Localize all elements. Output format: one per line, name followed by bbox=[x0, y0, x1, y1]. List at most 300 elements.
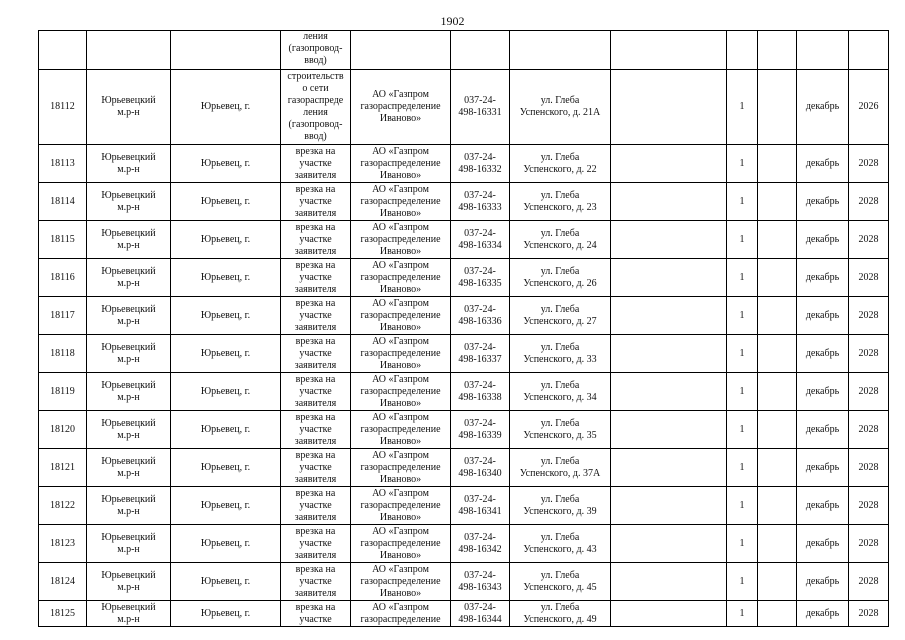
cell-district bbox=[87, 563, 171, 601]
cell-address-text: ул. Глеба Успенского, д. 33 bbox=[523, 341, 597, 365]
cell-month bbox=[797, 183, 849, 221]
table-row bbox=[39, 183, 889, 221]
cell-gap-a bbox=[679, 31, 727, 70]
cell-year bbox=[849, 373, 889, 411]
cell-org-text: АО «Газпром газораспределение Иваново» bbox=[360, 221, 441, 257]
cell-org bbox=[351, 221, 451, 259]
cell-town bbox=[171, 449, 281, 487]
cell-q bbox=[727, 259, 758, 297]
cell-town bbox=[171, 335, 281, 373]
cell-address bbox=[510, 373, 611, 411]
table-row bbox=[39, 221, 889, 259]
cell-work-text: врезка на участке заявителя bbox=[294, 563, 337, 599]
cell-work-text: врезка на участке заявителя bbox=[294, 145, 337, 181]
cell-app-text: 037-24- 498-16331 bbox=[458, 95, 502, 118]
cell-gap-a bbox=[679, 259, 727, 297]
cell-gap-a bbox=[679, 221, 727, 259]
cell-blank-b bbox=[758, 601, 797, 627]
cell-work bbox=[281, 259, 351, 297]
cell-app bbox=[451, 183, 510, 221]
cell-month bbox=[797, 373, 849, 411]
cell-town bbox=[171, 259, 281, 297]
cell-org-text: АО «Газпром газораспределение Иваново» bbox=[360, 259, 441, 295]
cell-q-text: 1 bbox=[739, 233, 745, 245]
cell-year bbox=[849, 525, 889, 563]
cell-month-text: декабрь bbox=[805, 607, 840, 619]
cell-work-text: ления (газопровод- ввод) bbox=[288, 31, 343, 66]
cell-work bbox=[281, 601, 351, 627]
table-row bbox=[39, 297, 889, 335]
cell-district bbox=[87, 449, 171, 487]
cell-district-text: Юрьевецкий м.р-н bbox=[101, 341, 156, 365]
cell-year bbox=[849, 411, 889, 449]
cell-blank-b bbox=[758, 525, 797, 563]
cell-town bbox=[171, 373, 281, 411]
cell-blank-b bbox=[758, 259, 797, 297]
table-row bbox=[39, 259, 889, 297]
cell-address-text: ул. Глеба Успенского, д. 37А bbox=[519, 455, 601, 479]
cell-month bbox=[797, 449, 849, 487]
cell-year bbox=[849, 487, 889, 525]
cell-town-text: Юрьевец, г. bbox=[200, 423, 251, 435]
cell-org bbox=[351, 31, 451, 70]
cell-work-text: врезка на участке заявителя bbox=[294, 221, 337, 257]
cell-app bbox=[451, 70, 510, 145]
cell-district bbox=[87, 335, 171, 373]
cell-town bbox=[171, 411, 281, 449]
table-row-continued bbox=[39, 31, 889, 70]
cell-q-text: 1 bbox=[739, 537, 745, 549]
cell-year-text: 2028 bbox=[858, 385, 879, 397]
cell-app bbox=[451, 411, 510, 449]
cell-work bbox=[281, 563, 351, 601]
cell-district bbox=[87, 221, 171, 259]
cell-town bbox=[171, 183, 281, 221]
cell-blank-b bbox=[758, 221, 797, 259]
cell-town-text: Юрьевец, г. bbox=[200, 347, 251, 359]
cell-work bbox=[281, 31, 351, 70]
cell-num-text: 18123 bbox=[50, 537, 75, 549]
cell-month-text: декабрь bbox=[805, 195, 840, 207]
cell-app bbox=[451, 487, 510, 525]
cell-num-text: 18113 bbox=[50, 157, 75, 169]
cell-app-text: 037-24- 498-16336 bbox=[458, 303, 502, 327]
cell-blank-a bbox=[611, 563, 679, 601]
cell-app bbox=[451, 31, 510, 70]
cell-address bbox=[510, 449, 611, 487]
cell-district-text: Юрьевецкий м.р-н bbox=[101, 95, 156, 118]
cell-num bbox=[39, 297, 87, 335]
cell-org-text: АО «Газпром газораспределение Иваново» bbox=[360, 373, 441, 409]
cell-district bbox=[87, 183, 171, 221]
cell-town bbox=[171, 31, 281, 70]
cell-blank-a bbox=[611, 449, 679, 487]
cell-blank-a bbox=[611, 487, 679, 525]
cell-town-text: Юрьевец, г. bbox=[200, 385, 251, 397]
cell-month bbox=[797, 487, 849, 525]
cell-address bbox=[510, 145, 611, 183]
cell-month-text: декабрь bbox=[805, 309, 840, 321]
cell-town-text: Юрьевец, г. bbox=[200, 271, 251, 283]
cell-app-text: 037-24- 498-16343 bbox=[458, 569, 502, 593]
cell-blank-a bbox=[611, 31, 679, 70]
cell-org-text: АО «Газпром газораспределение Иваново» bbox=[360, 335, 441, 371]
cell-org-text: АО «Газпром газораспределение Иваново» bbox=[360, 449, 441, 485]
cell-district bbox=[87, 411, 171, 449]
cell-q bbox=[727, 31, 758, 70]
cell-org-text: АО «Газпром газораспределение Иваново» bbox=[360, 487, 441, 523]
cell-num bbox=[39, 145, 87, 183]
cell-gap-a bbox=[679, 449, 727, 487]
cell-address bbox=[510, 601, 611, 627]
cell-work-text: врезка на участке заявителя bbox=[294, 297, 337, 333]
cell-blank-a bbox=[611, 601, 679, 627]
cell-district-text: Юрьевецкий м.р-н bbox=[101, 601, 156, 625]
cell-address-text: ул. Глеба Успенского, д. 49 bbox=[523, 601, 597, 625]
cell-town bbox=[171, 525, 281, 563]
cell-num-text: 18114 bbox=[50, 195, 75, 207]
cell-num bbox=[39, 487, 87, 525]
cell-address-text: ул. Глеба Успенского, д. 23 bbox=[523, 189, 597, 213]
cell-blank-a bbox=[611, 259, 679, 297]
cell-month-text: декабрь bbox=[805, 499, 840, 511]
cell-town bbox=[171, 297, 281, 335]
cell-blank-a bbox=[611, 373, 679, 411]
cell-org bbox=[351, 525, 451, 563]
cell-year-text: 2028 bbox=[858, 575, 879, 587]
cell-work bbox=[281, 411, 351, 449]
cell-work-text: врезка на участке заявителя bbox=[294, 525, 337, 561]
cell-address bbox=[510, 411, 611, 449]
cell-town-text: Юрьевец, г. bbox=[200, 101, 251, 112]
cell-num bbox=[39, 221, 87, 259]
cell-org bbox=[351, 70, 451, 145]
cell-q bbox=[727, 297, 758, 335]
cell-org bbox=[351, 297, 451, 335]
cell-district bbox=[87, 145, 171, 183]
cell-num bbox=[39, 31, 87, 70]
cell-app-text: 037-24- 498-16342 bbox=[458, 531, 502, 555]
cell-num-text: 18112 bbox=[50, 101, 75, 112]
cell-org bbox=[351, 259, 451, 297]
cell-month-text: декабрь bbox=[805, 157, 840, 169]
cell-blank-b bbox=[758, 411, 797, 449]
cell-org bbox=[351, 373, 451, 411]
cell-address bbox=[510, 563, 611, 601]
cell-work bbox=[281, 525, 351, 563]
cell-work-text: врезка на участке заявителя bbox=[294, 411, 337, 447]
cell-address-text: ул. Глеба Успенского, д. 43 bbox=[523, 531, 597, 555]
cell-q bbox=[727, 601, 758, 627]
cell-num bbox=[39, 183, 87, 221]
cell-org-text: АО «Газпром газораспределение Иваново» bbox=[360, 89, 441, 124]
cell-address bbox=[510, 70, 611, 145]
cell-org-text: АО «Газпром газораспределение Иваново» bbox=[360, 183, 441, 219]
table-row bbox=[39, 145, 889, 183]
cell-q bbox=[727, 487, 758, 525]
cell-month-text: декабрь bbox=[805, 385, 840, 397]
cell-q-text: 1 bbox=[739, 101, 745, 112]
cell-month bbox=[797, 31, 849, 70]
cell-year bbox=[849, 70, 889, 145]
cell-town-text: Юрьевец, г. bbox=[200, 195, 251, 207]
table-row bbox=[39, 373, 889, 411]
cell-month bbox=[797, 601, 849, 627]
cell-address-text: ул. Глеба Успенского, д. 21А bbox=[519, 95, 601, 118]
cell-app bbox=[451, 297, 510, 335]
cell-blank-b bbox=[758, 449, 797, 487]
cell-org bbox=[351, 487, 451, 525]
cell-month bbox=[797, 411, 849, 449]
cell-year bbox=[849, 601, 889, 627]
cell-district-text: Юрьевецкий м.р-н bbox=[101, 417, 156, 441]
cell-month-text: декабрь bbox=[805, 537, 840, 549]
cell-year bbox=[849, 563, 889, 601]
cell-app bbox=[451, 335, 510, 373]
cell-blank-b bbox=[758, 373, 797, 411]
cell-month bbox=[797, 70, 849, 145]
cell-work-text: врезка на участке заявителя bbox=[294, 183, 337, 219]
cell-app bbox=[451, 145, 510, 183]
cell-work-text: врезка на участке заявителя bbox=[294, 487, 337, 523]
cell-blank-a bbox=[611, 335, 679, 373]
cell-q-text: 1 bbox=[739, 575, 745, 587]
cell-num-text: 18115 bbox=[50, 233, 75, 245]
cell-gap-a bbox=[679, 487, 727, 525]
cell-num bbox=[39, 335, 87, 373]
page-number: 1902 bbox=[440, 14, 465, 28]
cell-district-text: Юрьевецкий м.р-н bbox=[101, 227, 156, 251]
cell-blank-b bbox=[758, 335, 797, 373]
cell-gap-a bbox=[679, 145, 727, 183]
cell-q-text: 1 bbox=[739, 157, 745, 169]
cell-address bbox=[510, 335, 611, 373]
cell-q bbox=[727, 221, 758, 259]
cell-num-text: 18121 bbox=[50, 461, 75, 473]
cell-num bbox=[39, 601, 87, 627]
cell-month-text: декабрь bbox=[805, 101, 840, 112]
cell-app-text: 037-24- 498-16332 bbox=[458, 151, 502, 175]
cell-work bbox=[281, 221, 351, 259]
cell-work bbox=[281, 373, 351, 411]
cell-app bbox=[451, 259, 510, 297]
cell-app bbox=[451, 221, 510, 259]
cell-q bbox=[727, 145, 758, 183]
cell-district bbox=[87, 259, 171, 297]
cell-org bbox=[351, 449, 451, 487]
cell-gap-a bbox=[679, 411, 727, 449]
cell-app-text: 037-24- 498-16333 bbox=[458, 189, 502, 213]
cell-address-text: ул. Глеба Успенского, д. 24 bbox=[523, 227, 597, 251]
cell-month bbox=[797, 145, 849, 183]
cell-year bbox=[849, 221, 889, 259]
cell-gap-a bbox=[679, 525, 727, 563]
cell-year bbox=[849, 335, 889, 373]
cell-q bbox=[727, 563, 758, 601]
cell-q bbox=[727, 183, 758, 221]
cell-address-text: ул. Глеба Успенского, д. 45 bbox=[523, 569, 597, 593]
cell-work bbox=[281, 183, 351, 221]
cell-work-text: врезка на участке заявителя bbox=[294, 373, 337, 409]
cell-town-text: Юрьевец, г. bbox=[200, 575, 251, 587]
cell-town bbox=[171, 487, 281, 525]
cell-num-text: 18116 bbox=[50, 271, 75, 283]
cell-num bbox=[39, 563, 87, 601]
cell-year-text: 2026 bbox=[858, 101, 879, 112]
cell-org-text: АО «Газпром газораспределение Иваново» bbox=[360, 411, 441, 447]
cell-q-text: 1 bbox=[739, 461, 745, 473]
cell-month bbox=[797, 221, 849, 259]
cell-num bbox=[39, 259, 87, 297]
cell-address bbox=[510, 221, 611, 259]
cell-num bbox=[39, 449, 87, 487]
cell-year-text: 2028 bbox=[858, 195, 879, 207]
cell-month-text: декабрь bbox=[805, 461, 840, 473]
cell-app bbox=[451, 563, 510, 601]
cell-district-text: Юрьевецкий м.р-н bbox=[101, 303, 156, 327]
cell-work bbox=[281, 297, 351, 335]
register-table bbox=[38, 30, 889, 627]
cell-work bbox=[281, 487, 351, 525]
cell-blank-a bbox=[611, 411, 679, 449]
cell-month bbox=[797, 563, 849, 601]
cell-town-text: Юрьевец, г. bbox=[200, 309, 251, 321]
cell-blank-b bbox=[758, 297, 797, 335]
cell-blank-a bbox=[611, 70, 679, 145]
cell-q bbox=[727, 373, 758, 411]
cell-work-text: врезка на участке bbox=[295, 601, 336, 625]
cell-town bbox=[171, 145, 281, 183]
table-row bbox=[39, 70, 889, 145]
cell-q-text: 1 bbox=[739, 309, 745, 321]
cell-address-text: ул. Глеба Успенского, д. 22 bbox=[523, 151, 597, 175]
cell-address-text: ул. Глеба Успенского, д. 35 bbox=[523, 417, 597, 441]
cell-num-text: 18120 bbox=[50, 423, 75, 435]
cell-district bbox=[87, 297, 171, 335]
cell-year bbox=[849, 449, 889, 487]
cell-org bbox=[351, 411, 451, 449]
cell-town-text: Юрьевец, г. bbox=[200, 537, 251, 549]
cell-q bbox=[727, 335, 758, 373]
cell-gap-a bbox=[679, 601, 727, 627]
cell-district bbox=[87, 525, 171, 563]
cell-num bbox=[39, 411, 87, 449]
cell-month bbox=[797, 259, 849, 297]
cell-month bbox=[797, 335, 849, 373]
cell-year-text: 2028 bbox=[858, 499, 879, 511]
cell-q-text: 1 bbox=[739, 499, 745, 511]
cell-town-text: Юрьевец, г. bbox=[200, 233, 251, 245]
cell-month bbox=[797, 525, 849, 563]
cell-town bbox=[171, 601, 281, 627]
table-row bbox=[39, 601, 889, 627]
cell-work bbox=[281, 449, 351, 487]
cell-app-text: 037-24- 498-16341 bbox=[458, 493, 502, 517]
cell-blank-b bbox=[758, 145, 797, 183]
cell-district-text: Юрьевецкий м.р-н bbox=[101, 493, 156, 517]
cell-district-text: Юрьевецкий м.р-н bbox=[101, 379, 156, 403]
cell-year-text: 2028 bbox=[858, 157, 879, 169]
cell-month-text: декабрь bbox=[805, 423, 840, 435]
cell-work-text: врезка на участке заявителя bbox=[294, 335, 337, 371]
cell-q-text: 1 bbox=[739, 607, 745, 619]
cell-app bbox=[451, 373, 510, 411]
cell-address bbox=[510, 297, 611, 335]
cell-month-text: декабрь bbox=[805, 575, 840, 587]
cell-num-text: 18117 bbox=[50, 309, 75, 321]
cell-num-text: 18118 bbox=[50, 347, 75, 359]
cell-num-text: 18124 bbox=[50, 575, 75, 587]
cell-app-text: 037-24- 498-16344 bbox=[458, 601, 502, 625]
cell-gap-a bbox=[679, 70, 727, 145]
cell-year-text: 2028 bbox=[858, 461, 879, 473]
cell-work bbox=[281, 335, 351, 373]
cell-blank-b bbox=[758, 487, 797, 525]
cell-month-text: декабрь bbox=[805, 233, 840, 245]
cell-year bbox=[849, 183, 889, 221]
cell-district-text: Юрьевецкий м.р-н bbox=[101, 569, 156, 593]
cell-org bbox=[351, 335, 451, 373]
cell-gap-a bbox=[679, 373, 727, 411]
cell-address-text: ул. Глеба Успенского, д. 26 bbox=[523, 265, 597, 289]
cell-address bbox=[510, 183, 611, 221]
cell-year-text: 2028 bbox=[858, 233, 879, 245]
cell-blank-b bbox=[758, 70, 797, 145]
cell-app-text: 037-24- 498-16339 bbox=[458, 417, 502, 441]
cell-district-text: Юрьевецкий м.р-н bbox=[101, 189, 156, 213]
cell-address-text: ул. Глеба Успенского, д. 34 bbox=[523, 379, 597, 403]
cell-org bbox=[351, 601, 451, 627]
cell-district-text: Юрьевецкий м.р-н bbox=[101, 531, 156, 555]
cell-work-text: строительств о сети газораспреде ления (газопровод- ввод) bbox=[287, 71, 344, 142]
cell-app bbox=[451, 601, 510, 627]
cell-year-text: 2028 bbox=[858, 607, 879, 619]
cell-town-text: Юрьевец, г. bbox=[200, 157, 251, 169]
cell-blank-a bbox=[611, 145, 679, 183]
cell-blank-b bbox=[758, 31, 797, 70]
cell-district bbox=[87, 601, 171, 627]
cell-app-text: 037-24- 498-16340 bbox=[458, 455, 502, 479]
cell-year-text: 2028 bbox=[858, 271, 879, 283]
cell-address-text: ул. Глеба Успенского, д. 39 bbox=[523, 493, 597, 517]
cell-gap-a bbox=[679, 563, 727, 601]
cell-blank-a bbox=[611, 297, 679, 335]
cell-q bbox=[727, 411, 758, 449]
cell-address bbox=[510, 525, 611, 563]
table-row bbox=[39, 563, 889, 601]
cell-district-text: Юрьевецкий м.р-н bbox=[101, 455, 156, 479]
cell-num bbox=[39, 70, 87, 145]
table-row bbox=[39, 449, 889, 487]
cell-year bbox=[849, 145, 889, 183]
cell-gap-a bbox=[679, 183, 727, 221]
cell-town-text: Юрьевец, г. bbox=[200, 499, 251, 511]
cell-work bbox=[281, 145, 351, 183]
cell-year bbox=[849, 297, 889, 335]
cell-org-text: АО «Газпром газораспределение Иваново» bbox=[360, 297, 441, 333]
cell-q-text: 1 bbox=[739, 385, 745, 397]
cell-district-text: Юрьевецкий м.р-н bbox=[101, 151, 156, 175]
cell-blank-a bbox=[611, 183, 679, 221]
cell-q-text: 1 bbox=[739, 347, 745, 359]
cell-gap-a bbox=[679, 335, 727, 373]
cell-org-text: АО «Газпром газораспределение bbox=[360, 601, 441, 625]
cell-q bbox=[727, 525, 758, 563]
cell-year-text: 2028 bbox=[858, 309, 879, 321]
cell-num bbox=[39, 525, 87, 563]
cell-month-text: декабрь bbox=[805, 271, 840, 283]
cell-num-text: 18125 bbox=[50, 607, 75, 619]
